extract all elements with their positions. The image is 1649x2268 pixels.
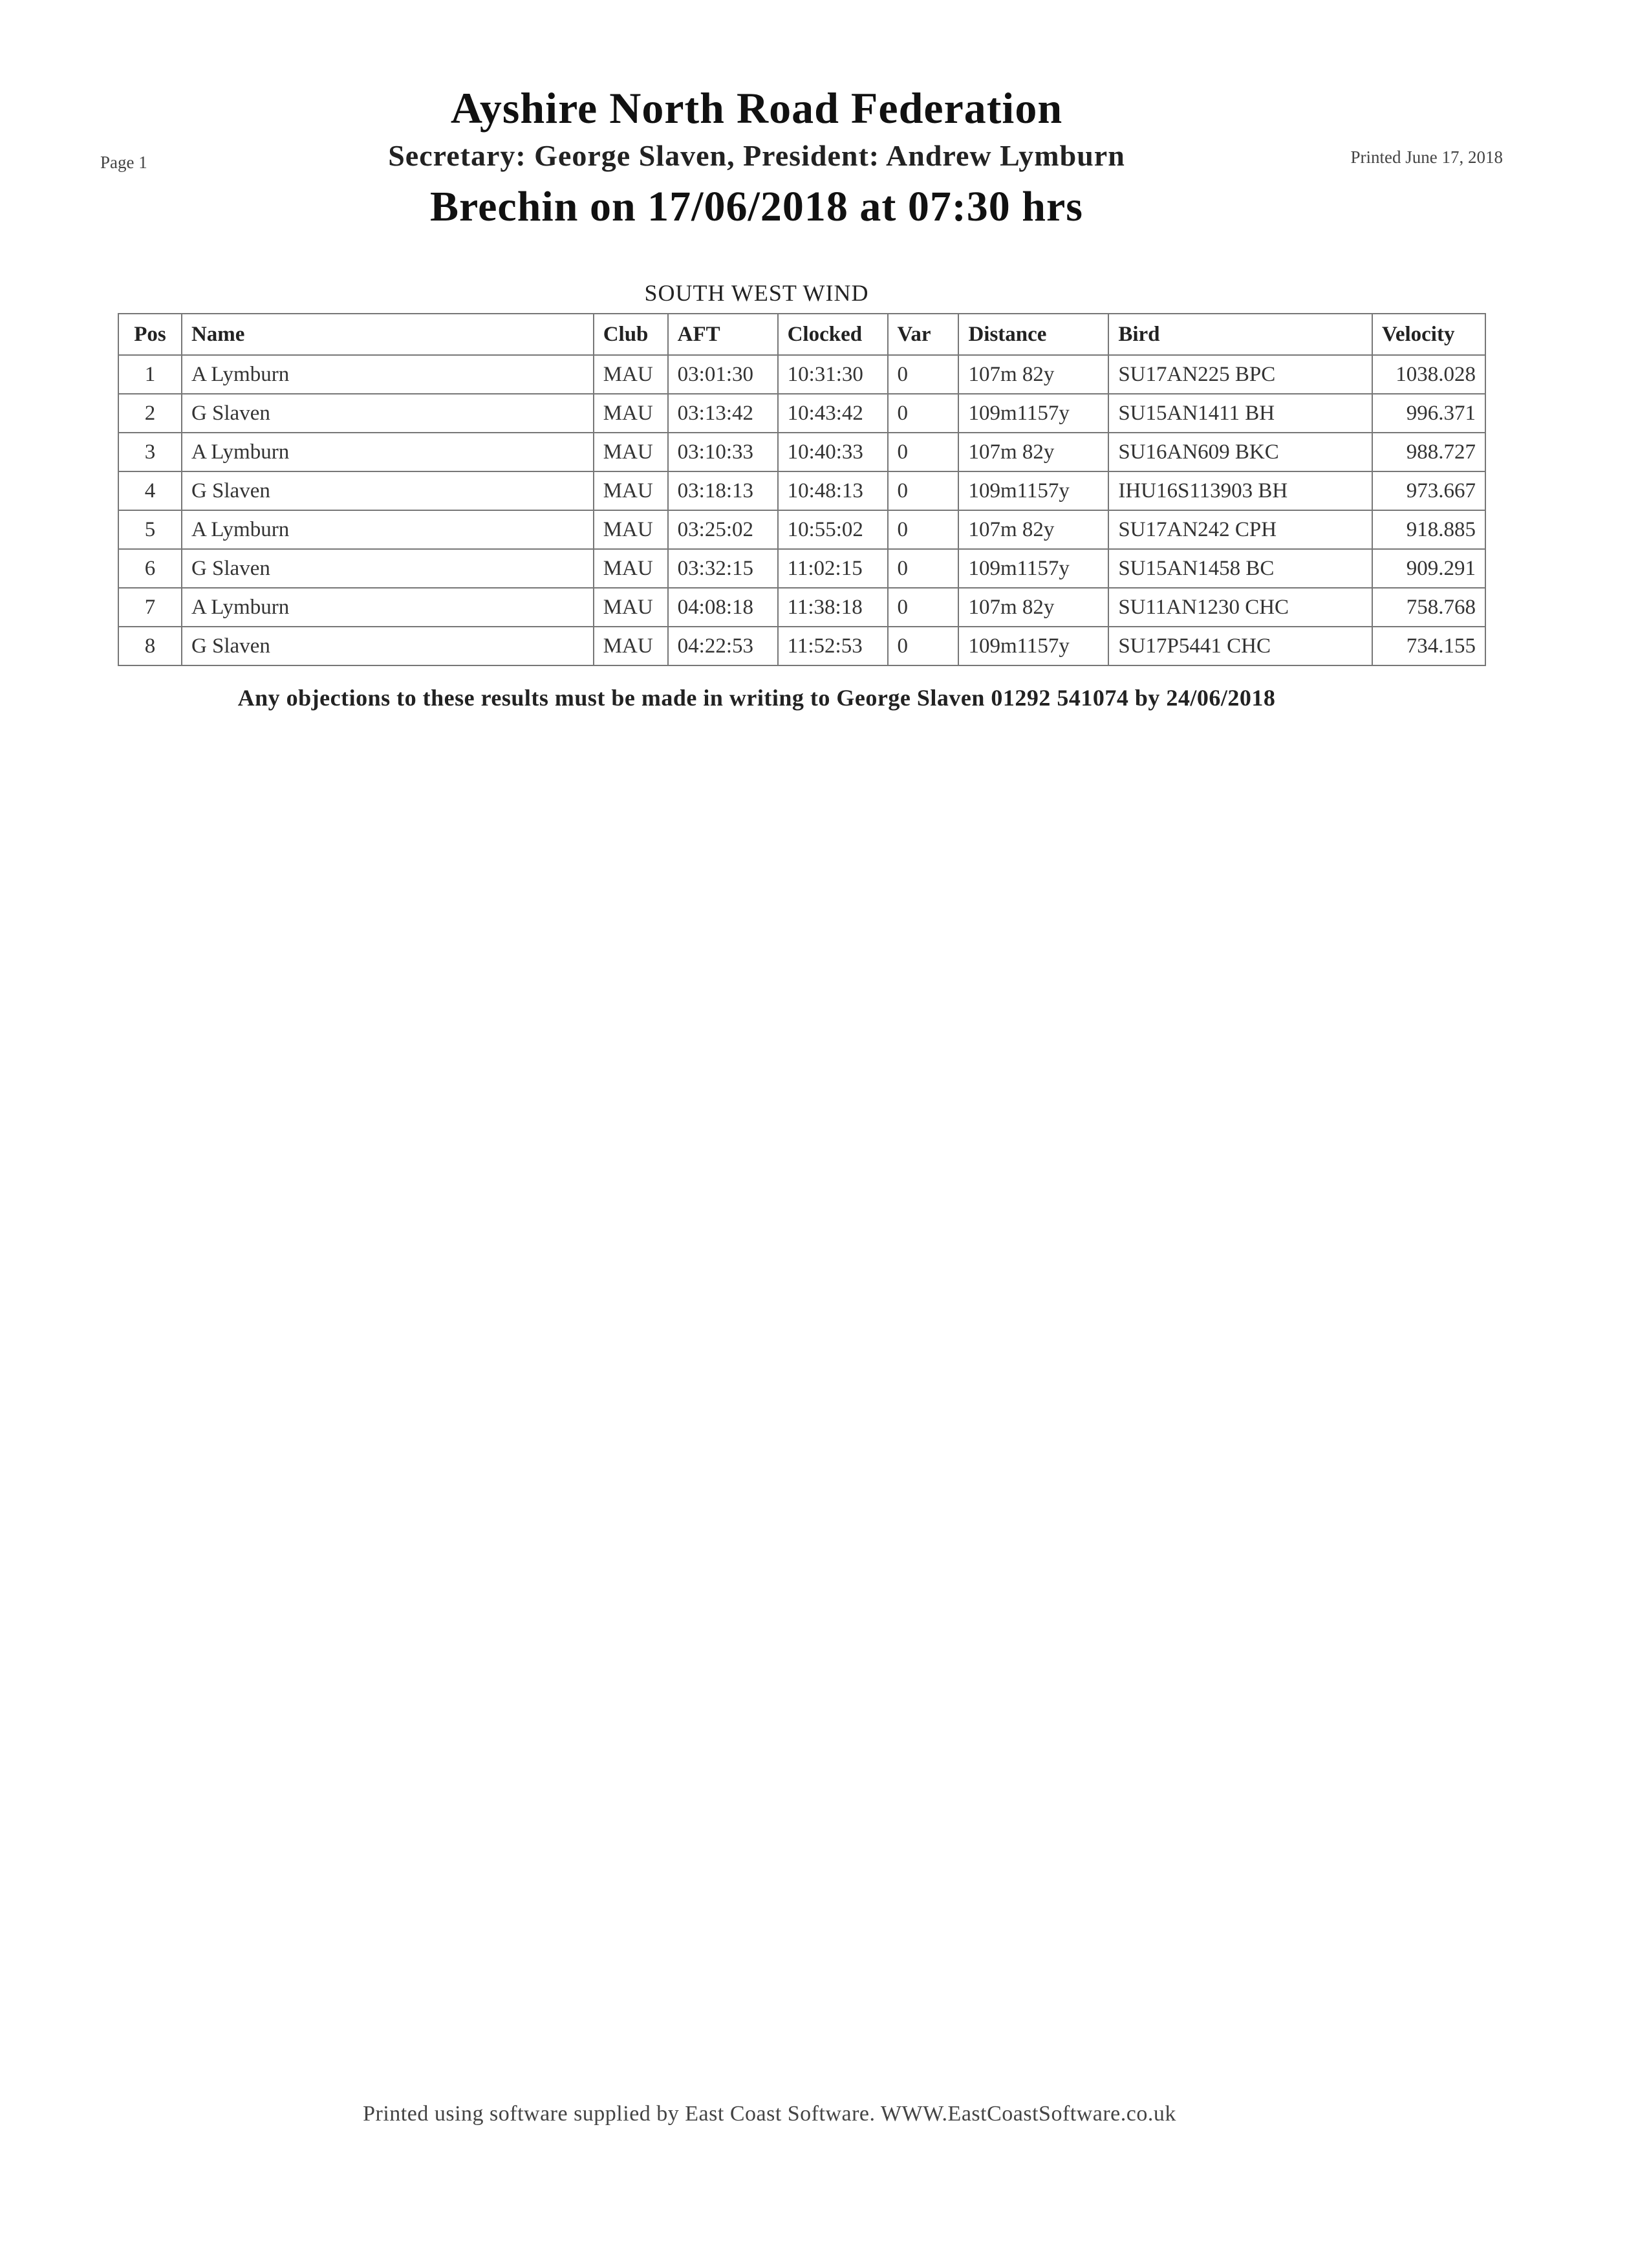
cell-club: MAU (594, 394, 668, 433)
printed-date: Printed June 17, 2018 (1350, 147, 1503, 167)
cell-clocked: 10:40:33 (778, 433, 888, 471)
table-row (118, 471, 1485, 510)
cell-name: G Slaven (182, 394, 594, 433)
cell-var: 0 (888, 627, 959, 665)
cell-aft: 03:25:02 (668, 510, 778, 549)
cell-pos: 7 (118, 588, 182, 627)
cell-aft: 04:08:18 (668, 588, 778, 627)
cell-velocity: 909.291 (1372, 549, 1485, 588)
cell-velocity: 734.155 (1372, 627, 1485, 665)
table-row (118, 394, 1485, 433)
cell-aft: 03:18:13 (668, 471, 778, 510)
cell-pos: 5 (118, 510, 182, 549)
cell-name: A Lymburn (182, 433, 594, 471)
table-row (118, 433, 1485, 471)
table-header-row (118, 314, 1485, 355)
cell-bird: IHU16S113903 BH (1108, 471, 1372, 510)
cell-velocity: 1038.028 (1372, 355, 1485, 394)
cell-clocked: 11:38:18 (778, 588, 888, 627)
page-number: Page 1 (100, 153, 147, 172)
cell-var: 0 (888, 355, 959, 394)
cell-distance: 107m 82y (958, 588, 1108, 627)
cell-bird: SU17AN225 BPC (1108, 355, 1372, 394)
cell-name: G Slaven (182, 471, 594, 510)
cell-clocked: 10:43:42 (778, 394, 888, 433)
cell-var: 0 (888, 588, 959, 627)
cell-var: 0 (888, 471, 959, 510)
column-header-clocked: Clocked (778, 314, 888, 355)
cell-club: MAU (594, 510, 668, 549)
cell-bird: SU11AN1230 CHC (1108, 588, 1372, 627)
cell-pos: 1 (118, 355, 182, 394)
cell-pos: 3 (118, 433, 182, 471)
cell-club: MAU (594, 549, 668, 588)
cell-var: 0 (888, 510, 959, 549)
cell-velocity: 758.768 (1372, 588, 1485, 627)
cell-velocity: 996.371 (1372, 394, 1485, 433)
cell-velocity: 988.727 (1372, 433, 1485, 471)
cell-bird: SU15AN1411 BH (1108, 394, 1372, 433)
column-header-var: Var (888, 314, 959, 355)
objections-notice: Any objections to these results must be made in writing to George Slaven 01292 541074 by 24/06/2018 (237, 685, 1276, 711)
cell-clocked: 11:52:53 (778, 627, 888, 665)
cell-club: MAU (594, 471, 668, 510)
cell-name: A Lymburn (182, 510, 594, 549)
cell-clocked: 10:48:13 (778, 471, 888, 510)
column-header-name: Name (182, 314, 594, 355)
cell-pos: 2 (118, 394, 182, 433)
cell-club: MAU (594, 433, 668, 471)
document-subtitle: Secretary: George Slaven, President: Andrew Lymburn (388, 139, 1125, 172)
cell-aft: 03:10:33 (668, 433, 778, 471)
cell-pos: 8 (118, 627, 182, 665)
cell-distance: 107m 82y (958, 510, 1108, 549)
cell-clocked: 10:55:02 (778, 510, 888, 549)
table-row (118, 627, 1485, 665)
cell-distance: 109m1157y (958, 627, 1108, 665)
cell-pos: 4 (118, 471, 182, 510)
cell-aft: 04:22:53 (668, 627, 778, 665)
cell-bird: SU16AN609 BKC (1108, 433, 1372, 471)
cell-bird: SU17P5441 CHC (1108, 627, 1372, 665)
column-header-pos: Pos (118, 314, 182, 355)
cell-velocity: 918.885 (1372, 510, 1485, 549)
cell-var: 0 (888, 433, 959, 471)
cell-clocked: 11:02:15 (778, 549, 888, 588)
table-row (118, 355, 1485, 394)
results-table (118, 313, 1486, 666)
column-header-velocity: Velocity (1372, 314, 1485, 355)
cell-distance: 109m1157y (958, 549, 1108, 588)
document-title: Ayshire North Road Federation (450, 83, 1063, 133)
software-footer: Printed using software supplied by East Coast Software. WWW.EastCoastSoftware.co.uk (363, 2102, 1176, 2126)
column-header-bird: Bird (1108, 314, 1372, 355)
cell-distance: 109m1157y (958, 394, 1108, 433)
table-row (118, 510, 1485, 549)
cell-aft: 03:13:42 (668, 394, 778, 433)
cell-name: A Lymburn (182, 588, 594, 627)
cell-velocity: 973.667 (1372, 471, 1485, 510)
column-header-aft: AFT (668, 314, 778, 355)
cell-name: A Lymburn (182, 355, 594, 394)
cell-aft: 03:32:15 (668, 549, 778, 588)
table-row (118, 588, 1485, 627)
cell-distance: 107m 82y (958, 355, 1108, 394)
cell-distance: 109m1157y (958, 471, 1108, 510)
column-header-club: Club (594, 314, 668, 355)
cell-name: G Slaven (182, 627, 594, 665)
race-title: Brechin on 17/06/2018 at 07:30 hrs (430, 183, 1083, 230)
cell-var: 0 (888, 549, 959, 588)
table-row (118, 549, 1485, 588)
cell-bird: SU15AN1458 BC (1108, 549, 1372, 588)
cell-club: MAU (594, 627, 668, 665)
cell-club: MAU (594, 355, 668, 394)
cell-pos: 6 (118, 549, 182, 588)
cell-club: MAU (594, 588, 668, 627)
cell-clocked: 10:31:30 (778, 355, 888, 394)
cell-name: G Slaven (182, 549, 594, 588)
cell-distance: 107m 82y (958, 433, 1108, 471)
cell-var: 0 (888, 394, 959, 433)
wind-condition: SOUTH WEST WIND (644, 280, 869, 306)
column-header-distance: Distance (958, 314, 1108, 355)
cell-aft: 03:01:30 (668, 355, 778, 394)
cell-bird: SU17AN242 CPH (1108, 510, 1372, 549)
